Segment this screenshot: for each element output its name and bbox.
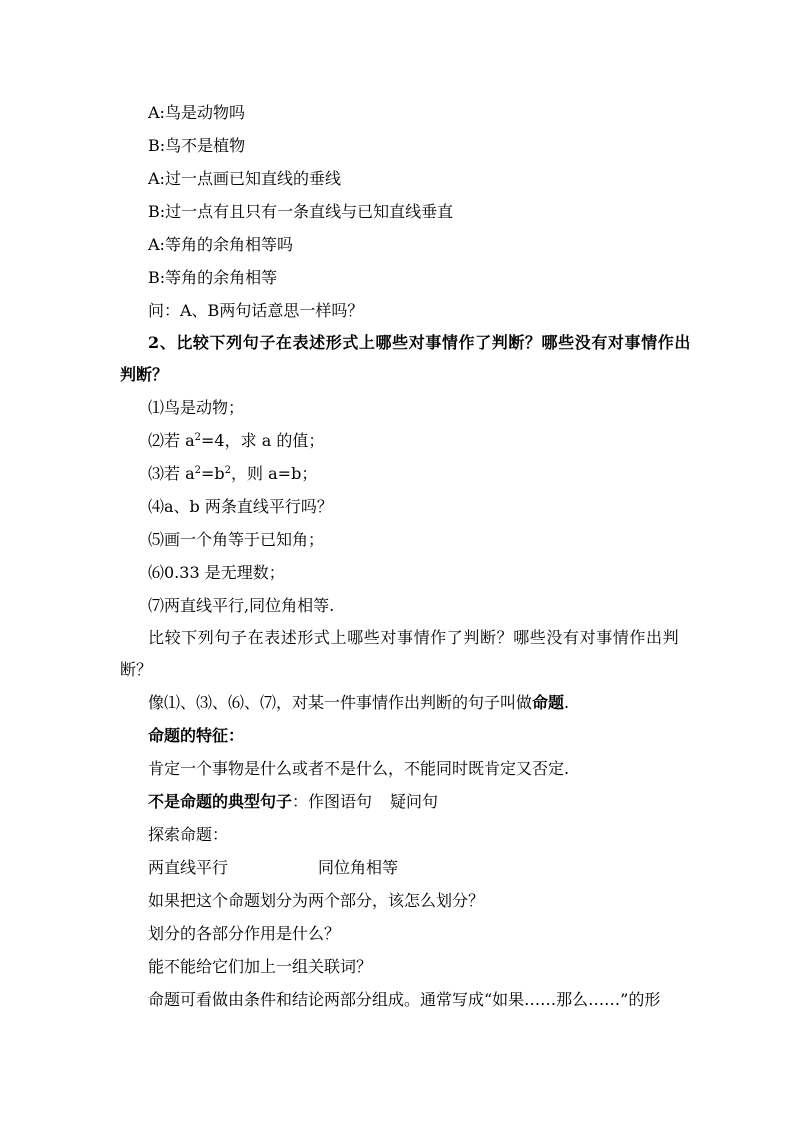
item-2 [148, 431, 324, 451]
question-2-line-1: 2、比较下列句子在表述形式上哪些对事情作了判断？哪些没有对事情作出 [148, 333, 691, 352]
repeat-question-line-1: 比较下列句子在表述形式上哪些对事情作了判断？哪些没有对事情作出判 [148, 628, 680, 647]
ask-line-2: 划分的各部分作用是什么？ [148, 924, 341, 943]
item-3-exponent-a: 2 [194, 465, 202, 476]
dialog-question: 问：A、B两句话意思一样吗？ [148, 301, 364, 320]
item-6: ⑹0.33 是无理数； [148, 563, 285, 582]
dialog-line-1: A:鸟是动物吗 [148, 103, 245, 122]
last-line: 命题可看做由条件和结论两部分组成。通常写成“如果……那么……”的形 [148, 990, 661, 1009]
explore-conclusion: 同位角相等 [318, 858, 399, 877]
explore-condition: 两直线平行 [148, 858, 229, 877]
item-1: ⑴鸟是动物； [148, 398, 245, 417]
non-proposition-b: 疑问句 [390, 792, 439, 811]
item-2-text-a: ⑵若 a [148, 431, 195, 450]
item-2-text-b: =4，求 a 的值； [201, 431, 325, 450]
definition-text: 像⑴、⑶、⑹、⑺，对某一件事情作出判断的句子叫做 [148, 693, 533, 712]
dialog-line-5: A:等角的余角相等吗 [148, 235, 293, 254]
ask-line-3: 能不能给它们加上一组关联词？ [148, 957, 373, 976]
item-2-exponent: 2 [194, 432, 202, 443]
explore-example [148, 858, 398, 878]
dialog-line-4: B:过一点有且只有一条直线与已知直线垂直 [148, 202, 454, 221]
item-3 [148, 464, 317, 484]
non-proposition-line [148, 792, 438, 812]
non-proposition-colon: ： [292, 792, 309, 811]
non-proposition-title: 不是命题的典型句子 [148, 792, 293, 811]
non-proposition-a: 作图语句 [308, 792, 373, 811]
dialog-line-2: B:鸟不是植物 [148, 136, 246, 155]
repeat-question-line-2: 断？ [120, 660, 153, 679]
definition-term: 命题 [532, 693, 565, 712]
ask-line-1: 如果把这个命题划分为两个部分，该怎么划分？ [148, 891, 485, 910]
item-3-exponent-b: 2 [224, 465, 232, 476]
feature-text: 肯定一个事物是什么或者不是什么，不能同时既肯定又否定. [148, 759, 570, 778]
item-3-text-c: ，则 a=b； [231, 464, 318, 483]
dialog-line-6: B:等角的余角相等 [148, 268, 278, 287]
item-3-text-b: =b [201, 464, 225, 483]
item-4: ⑷a、b 两条直线平行吗？ [148, 497, 333, 516]
explore-title: 探索命题： [148, 825, 229, 844]
item-3-text-a: ⑶若 a [148, 464, 195, 483]
dialog-line-3: A:过一点画已知直线的垂线 [148, 169, 341, 188]
definition-end: . [564, 693, 570, 712]
item-5: ⑸画一个角等于已知角； [148, 530, 325, 549]
question-2-line-2: 判断？ [120, 365, 169, 384]
feature-title: 命题的特征： [148, 726, 245, 745]
item-7: ⑺两直线平行,同位角相等. [148, 596, 335, 615]
proposition-definition [148, 693, 569, 713]
